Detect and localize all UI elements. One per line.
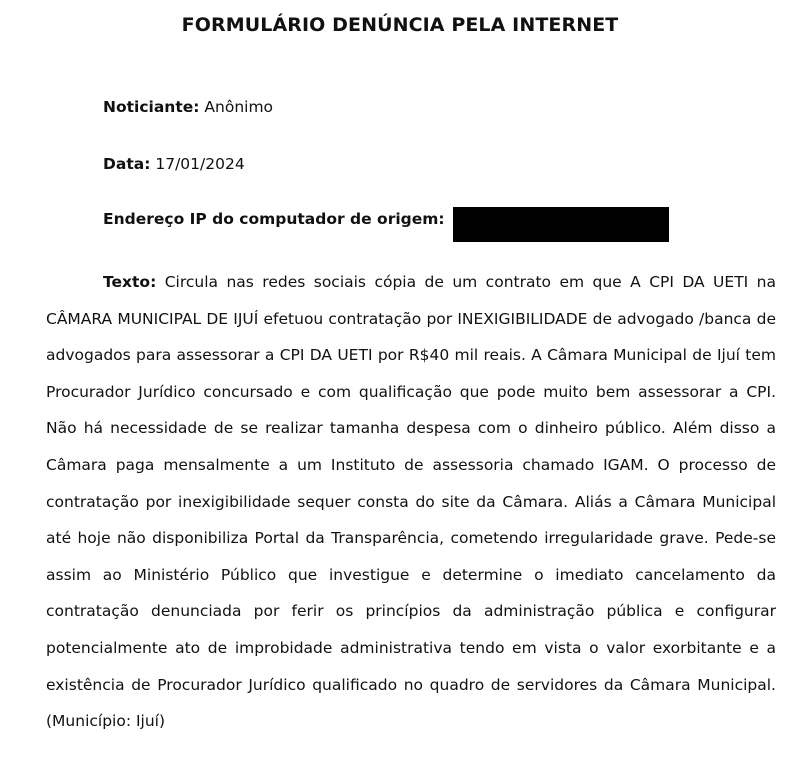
ip-redaction-box [453,207,669,242]
ip-field [103,210,445,228]
ip-label: Endereço IP do computador de origem: [103,210,445,228]
noticiante-label: Noticiante: [103,98,200,116]
document-title: FORMULÁRIO DENÚNCIA PELA INTERNET [181,14,619,36]
data-label: Data: [103,155,151,173]
noticiante-field [103,98,273,116]
texto-label: Texto: [103,273,157,291]
data-field [103,155,245,173]
texto-paragraph [46,264,776,740]
data-value: 17/01/2024 [155,155,245,173]
texto-body: Circula nas redes sociais cópia de um contrato em que A CPI DA UETI na CÂMARA MUNICIPAL DE IJUÍ efetuou contratação por INEXIGIBILIDADE de advogado /banca de advogados para assessorar a CPI DA UETI por R$40 mil reais. A Câmara Municipal de Ijuí tem Procurador Jurídico concursado e com qualificação que pode muito bem assessorar a CPI. Não há necessidade de se realizar tamanha despesa com o dinheiro público. Além disso a Câmara paga mensalmente a um Instituto de assessoria chamado IGAM. O processo de contratação por inexigibilidade sequer consta do site da Câmara. Aliás a Câmara Municipal até hoje não disponibiliza Portal da Transparência, cometendo irregularidade grave. Pede-se assim ao Ministério Público que investigue e determine o imediato cancelamento da contratação denunciada por ferir os princípios da administração pública e configurar potencialmente ato de improbidade administrativa tendo em vista o valor exorbitante e a existência de Procurador Jurídico qualificado no quadro de servidores da Câmara Municipal. (Município: Ijuí) [46,273,776,731]
noticiante-value: Anônimo [204,98,274,116]
